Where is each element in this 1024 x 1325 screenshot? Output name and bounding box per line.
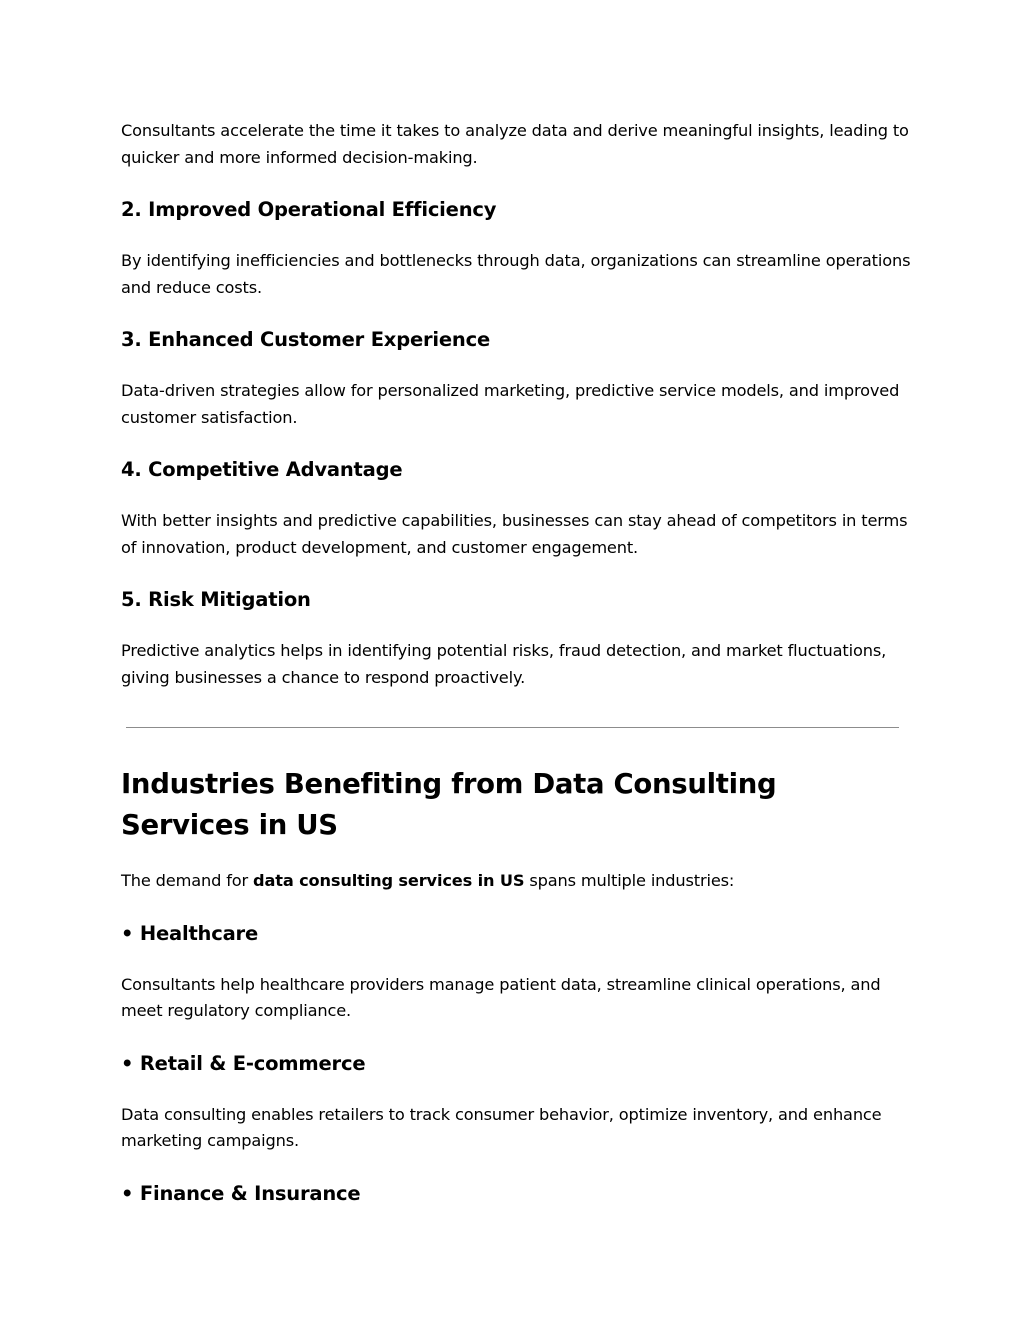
benefit-heading-customer-experience: 3. Enhanced Customer Experience bbox=[121, 328, 490, 351]
benefit-text-operational-efficiency: By identifying inefficiencies and bottlenecks through data, organizations can streamline operations and reduce costs. bbox=[121, 251, 911, 297]
benefit-text-customer-experience: Data-driven strategies allow for personalized marketing, predictive service models, and improved customer satisfaction. bbox=[121, 381, 900, 427]
document-page bbox=[121, 118, 911, 1208]
benefit-heading-operational-efficiency: 2. Improved Operational Efficiency bbox=[121, 198, 497, 221]
benefit-text-risk-mitigation: Predictive analytics helps in identifying potential risks, fraud detection, and market fluctuations, giving businesses a chance to respond proactively. bbox=[121, 641, 887, 687]
industry-heading-healthcare: • Healthcare bbox=[121, 921, 259, 945]
benefit-text-competitive-advantage: With better insights and predictive capabilities, businesses can stay ahead of competitors in terms of innovation, product development, and customer engagement. bbox=[121, 511, 908, 557]
industry-text-retail: Data consulting enables retailers to track consumer behavior, optimize inventory, and enhance marketing campaigns. bbox=[121, 1104, 882, 1150]
industry-text-healthcare: Consultants help healthcare providers manage patient data, streamline clinical operations, and meet regulatory compliance. bbox=[121, 974, 881, 1020]
industries-section-title: Industries Benefiting from Data Consulting Services in US bbox=[121, 768, 777, 841]
industry-heading-finance: • Finance & Insurance bbox=[121, 1181, 361, 1205]
intro-paragraph: Consultants accelerate the time it takes to analyze data and derive meaningful insights, leading to quicker and more informed decision-making. bbox=[121, 121, 909, 167]
benefit-heading-competitive-advantage: 4. Competitive Advantage bbox=[121, 458, 403, 481]
lead-text-before: The demand for bbox=[121, 871, 254, 890]
benefit-heading-risk-mitigation: 5. Risk Mitigation bbox=[121, 588, 311, 611]
lead-text-bold: data consulting services in US bbox=[253, 871, 525, 890]
lead-text-after: spans multiple industries: bbox=[524, 871, 735, 890]
industry-heading-retail: • Retail & E-commerce bbox=[121, 1051, 366, 1075]
industries-lead-paragraph bbox=[121, 868, 911, 895]
